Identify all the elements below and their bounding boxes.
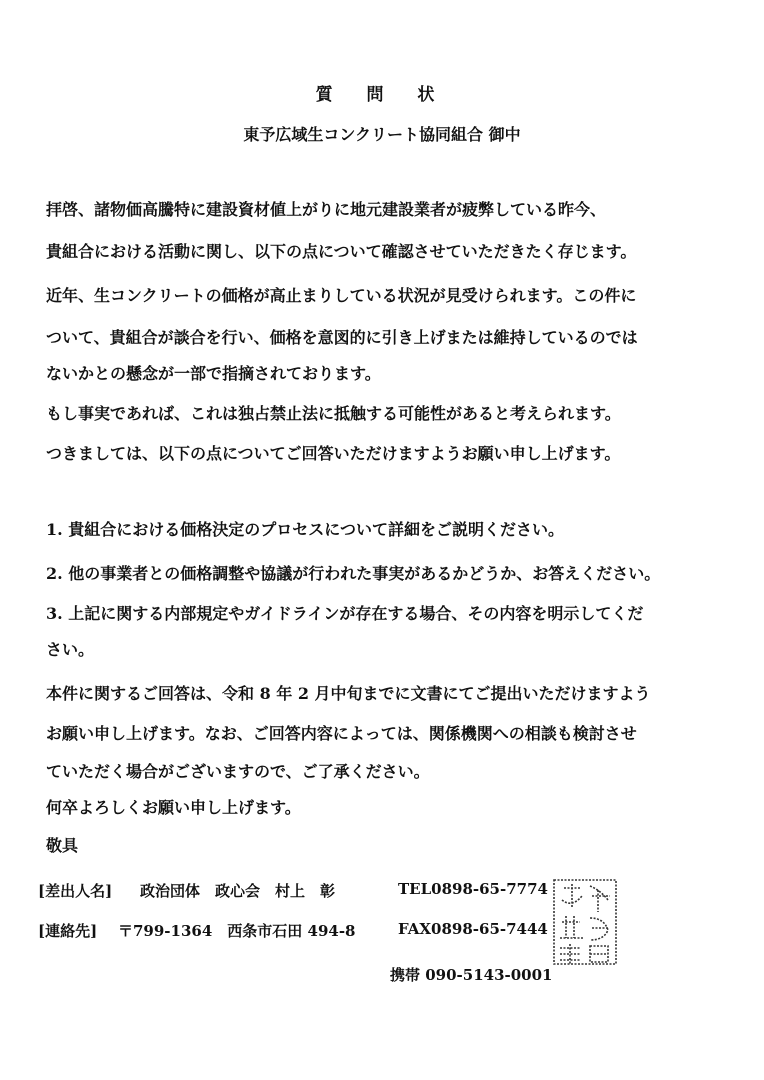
sender-name: 政治団体 政心会 村上 彰: [140, 882, 336, 900]
question-line: 3. 上記に関する内部規定やガイドラインが存在する場合、その内容を明示してくだ: [46, 604, 644, 623]
closing-line: 本件に関するご回答は、令和 8 年 2 月中旬までに文書にてご提出いただけますよう: [46, 684, 651, 703]
body-line: ないかとの懸念が一部で指摘されております。: [46, 364, 381, 383]
seal-stamp-icon: [552, 878, 618, 966]
body-line: つきましては、以下の点についてご回答いただけますようお願い申し上げます。: [46, 444, 621, 463]
closing-salutation: 敬具: [46, 836, 79, 855]
body-line: ついて、貴組合が談合を行い、価格を意図的に引き上げまたは維持しているのでは: [46, 328, 638, 347]
body-line: 近年、生コンクリートの価格が高止まりしている状況が見受けられます。この件に: [46, 286, 637, 305]
closing-line: 何卒よろしくお願い申し上げます。: [46, 798, 301, 817]
sender-tel: TEL0898-65-7774: [398, 880, 548, 898]
body-line: 貴組合における活動に関し、以下の点について確認させていただきたく存じます。: [46, 242, 637, 261]
sender-label: [差出人名]: [38, 882, 113, 900]
closing-line: お願い申し上げます。なお、ご回答内容によっては、関係機関への相談も検討させ: [46, 724, 637, 743]
question-line: さい。: [46, 640, 95, 659]
body-line: 拝啓、諸物価高騰特に建設資材値上がりに地元建設業者が疲弊している昨今、: [46, 200, 607, 219]
addressee: 東予広域生コンクリート協同組合 御中: [243, 125, 521, 144]
contact-mobile: 携帯 090-5143-0001: [390, 966, 553, 984]
question-line: 1. 貴組合における価格決定のプロセスについて詳細をご説明ください。: [46, 520, 564, 539]
contact-address: 〒799-1364 西条市石田 494-8: [118, 922, 356, 940]
contact-fax: FAX0898-65-7444: [398, 920, 548, 938]
closing-line: ていただく場合がございますので、ご了承ください。: [46, 762, 430, 781]
contact-label: [連絡先]: [38, 922, 98, 940]
question-line: 2. 他の事業者との価格調整や協議が行われた事実があるかどうか、お答えください。: [46, 564, 661, 583]
document-title: 質 問 状: [315, 85, 449, 105]
body-line: もし事実であれば、これは独占禁止法に抵触する可能性があると考えられます。: [46, 404, 621, 423]
